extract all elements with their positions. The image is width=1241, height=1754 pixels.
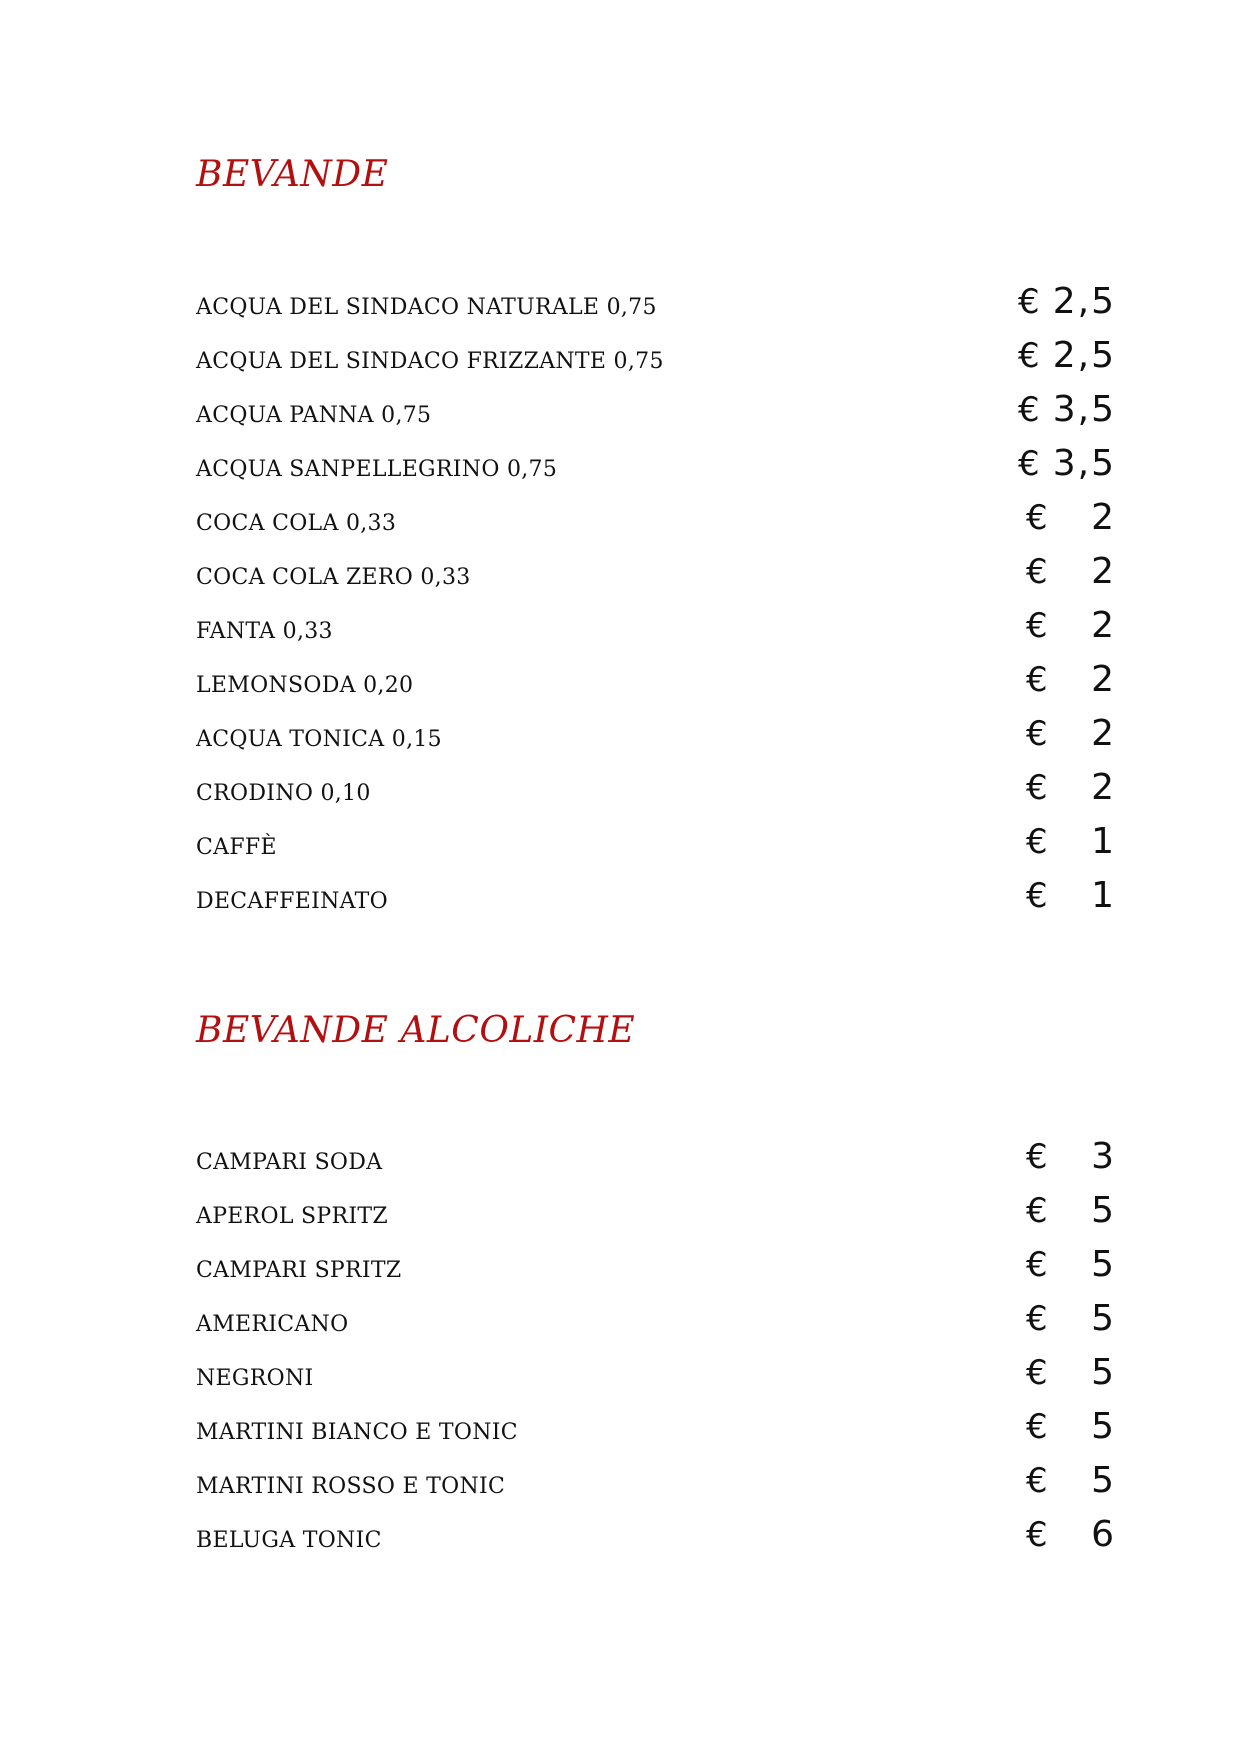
euro-sign: € <box>1026 768 1048 808</box>
menu-item-name: CAFFÈ <box>196 835 277 860</box>
price-amount: 5 <box>1091 1190 1116 1231</box>
euro-sign: € <box>1026 498 1048 538</box>
menu-item <box>196 276 1116 330</box>
menu-item <box>196 1293 1116 1347</box>
menu-item-price <box>1006 660 1116 700</box>
section-title-bevande: BEVANDE <box>196 154 389 195</box>
menu-item-price <box>1006 1137 1116 1177</box>
euro-sign: € <box>1026 1407 1048 1447</box>
price-amount: 5 <box>1091 1460 1116 1501</box>
menu-item-price <box>1006 444 1116 484</box>
menu-item <box>196 1239 1116 1293</box>
menu-item-name: BELUGA TONIC <box>196 1528 382 1553</box>
euro-sign: € <box>1026 1461 1048 1501</box>
menu-item <box>196 870 1116 924</box>
menu-item-price <box>1006 552 1116 592</box>
menu-item-name: FANTA 0,33 <box>196 619 333 644</box>
euro-sign: € <box>1026 660 1048 700</box>
price-amount: 1 <box>1091 875 1116 916</box>
euro-sign: € <box>1026 1137 1048 1177</box>
menu-item-price <box>1006 498 1116 538</box>
euro-sign: € <box>1026 822 1048 862</box>
menu-item-price <box>1006 606 1116 646</box>
price-amount: 5 <box>1091 1352 1116 1393</box>
menu-item <box>196 708 1116 762</box>
menu-item-price <box>1006 1299 1116 1339</box>
menu-item-price <box>1006 1407 1116 1447</box>
menu-item <box>196 654 1116 708</box>
menu-item-name: CAMPARI SPRITZ <box>196 1258 402 1283</box>
euro-sign: € <box>1026 714 1048 754</box>
menu-item-name: COCA COLA 0,33 <box>196 511 397 536</box>
euro-sign: € <box>1026 1353 1048 1393</box>
euro-sign: € <box>1018 390 1040 430</box>
price-amount: 2 <box>1091 659 1116 700</box>
menu-item-price <box>1006 822 1116 862</box>
menu-item-price <box>1006 768 1116 808</box>
euro-sign: € <box>1018 444 1040 484</box>
menu-item <box>196 438 1116 492</box>
menu-item-price <box>1006 876 1116 916</box>
menu-item-name: MARTINI ROSSO E TONIC <box>196 1474 506 1499</box>
euro-sign: € <box>1026 876 1048 916</box>
menu-item-price <box>1006 1515 1116 1555</box>
menu-item <box>196 1401 1116 1455</box>
price-amount: 2 <box>1091 713 1116 754</box>
price-amount: 3 <box>1091 1136 1116 1177</box>
price-amount: 6 <box>1091 1514 1116 1555</box>
menu-item <box>196 1131 1116 1185</box>
euro-sign: € <box>1026 606 1048 646</box>
menu-item-name: COCA COLA ZERO 0,33 <box>196 565 471 590</box>
menu-item <box>196 1185 1116 1239</box>
menu-item-price <box>1006 1461 1116 1501</box>
menu-item-name: DECAFFEINATO <box>196 889 388 914</box>
menu-item-price <box>1006 1245 1116 1285</box>
price-amount: 5 <box>1091 1244 1116 1285</box>
menu-item-name: NEGRONI <box>196 1366 314 1391</box>
menu-item <box>196 384 1116 438</box>
euro-sign: € <box>1026 1191 1048 1231</box>
euro-sign: € <box>1026 1515 1048 1555</box>
menu-item-name: ACQUA SANPELLEGRINO 0,75 <box>196 457 558 482</box>
menu-item <box>196 546 1116 600</box>
bevande-list <box>196 276 1116 924</box>
price-amount: 3,5 <box>1052 443 1116 484</box>
menu-item-price <box>1006 390 1116 430</box>
menu-item-price <box>1006 336 1116 376</box>
price-amount: 3,5 <box>1052 389 1116 430</box>
price-amount: 2,5 <box>1052 335 1116 376</box>
menu-item-name: AMERICANO <box>196 1312 349 1337</box>
menu-item <box>196 492 1116 546</box>
section-title-bevande-alcoliche: BEVANDE ALCOLICHE <box>196 1010 636 1051</box>
euro-sign: € <box>1026 552 1048 592</box>
menu-item <box>196 600 1116 654</box>
menu-item-name: CAMPARI SODA <box>196 1150 383 1175</box>
menu-item <box>196 1509 1116 1563</box>
euro-sign: € <box>1018 336 1040 376</box>
menu-item <box>196 816 1116 870</box>
menu-item-name: ACQUA TONICA 0,15 <box>196 727 442 752</box>
euro-sign: € <box>1026 1299 1048 1339</box>
menu-item-name: APEROL SPRITZ <box>196 1204 388 1229</box>
menu-item-name: MARTINI BIANCO E TONIC <box>196 1420 518 1445</box>
menu-item-name: CRODINO 0,10 <box>196 781 371 806</box>
bevande-alcoliche-list <box>196 1131 1116 1563</box>
menu-item-price <box>1006 1191 1116 1231</box>
menu-item-name: LEMONSODA 0,20 <box>196 673 414 698</box>
price-amount: 5 <box>1091 1406 1116 1447</box>
menu-item <box>196 1455 1116 1509</box>
menu-item-name: ACQUA PANNA 0,75 <box>196 403 432 428</box>
menu-item <box>196 330 1116 384</box>
price-amount: 2 <box>1091 551 1116 592</box>
price-amount: 1 <box>1091 821 1116 862</box>
price-amount: 5 <box>1091 1298 1116 1339</box>
menu-item-price <box>1006 282 1116 322</box>
menu-item-name: ACQUA DEL SINDACO FRIZZANTE 0,75 <box>196 349 664 374</box>
menu-item-price <box>1006 714 1116 754</box>
menu-item <box>196 762 1116 816</box>
price-amount: 2 <box>1091 605 1116 646</box>
price-amount: 2 <box>1091 767 1116 808</box>
menu-item-name: ACQUA DEL SINDACO NATURALE 0,75 <box>196 295 657 320</box>
price-amount: 2,5 <box>1052 281 1116 322</box>
euro-sign: € <box>1018 282 1040 322</box>
price-amount: 2 <box>1091 497 1116 538</box>
euro-sign: € <box>1026 1245 1048 1285</box>
menu-item-price <box>1006 1353 1116 1393</box>
menu-item <box>196 1347 1116 1401</box>
